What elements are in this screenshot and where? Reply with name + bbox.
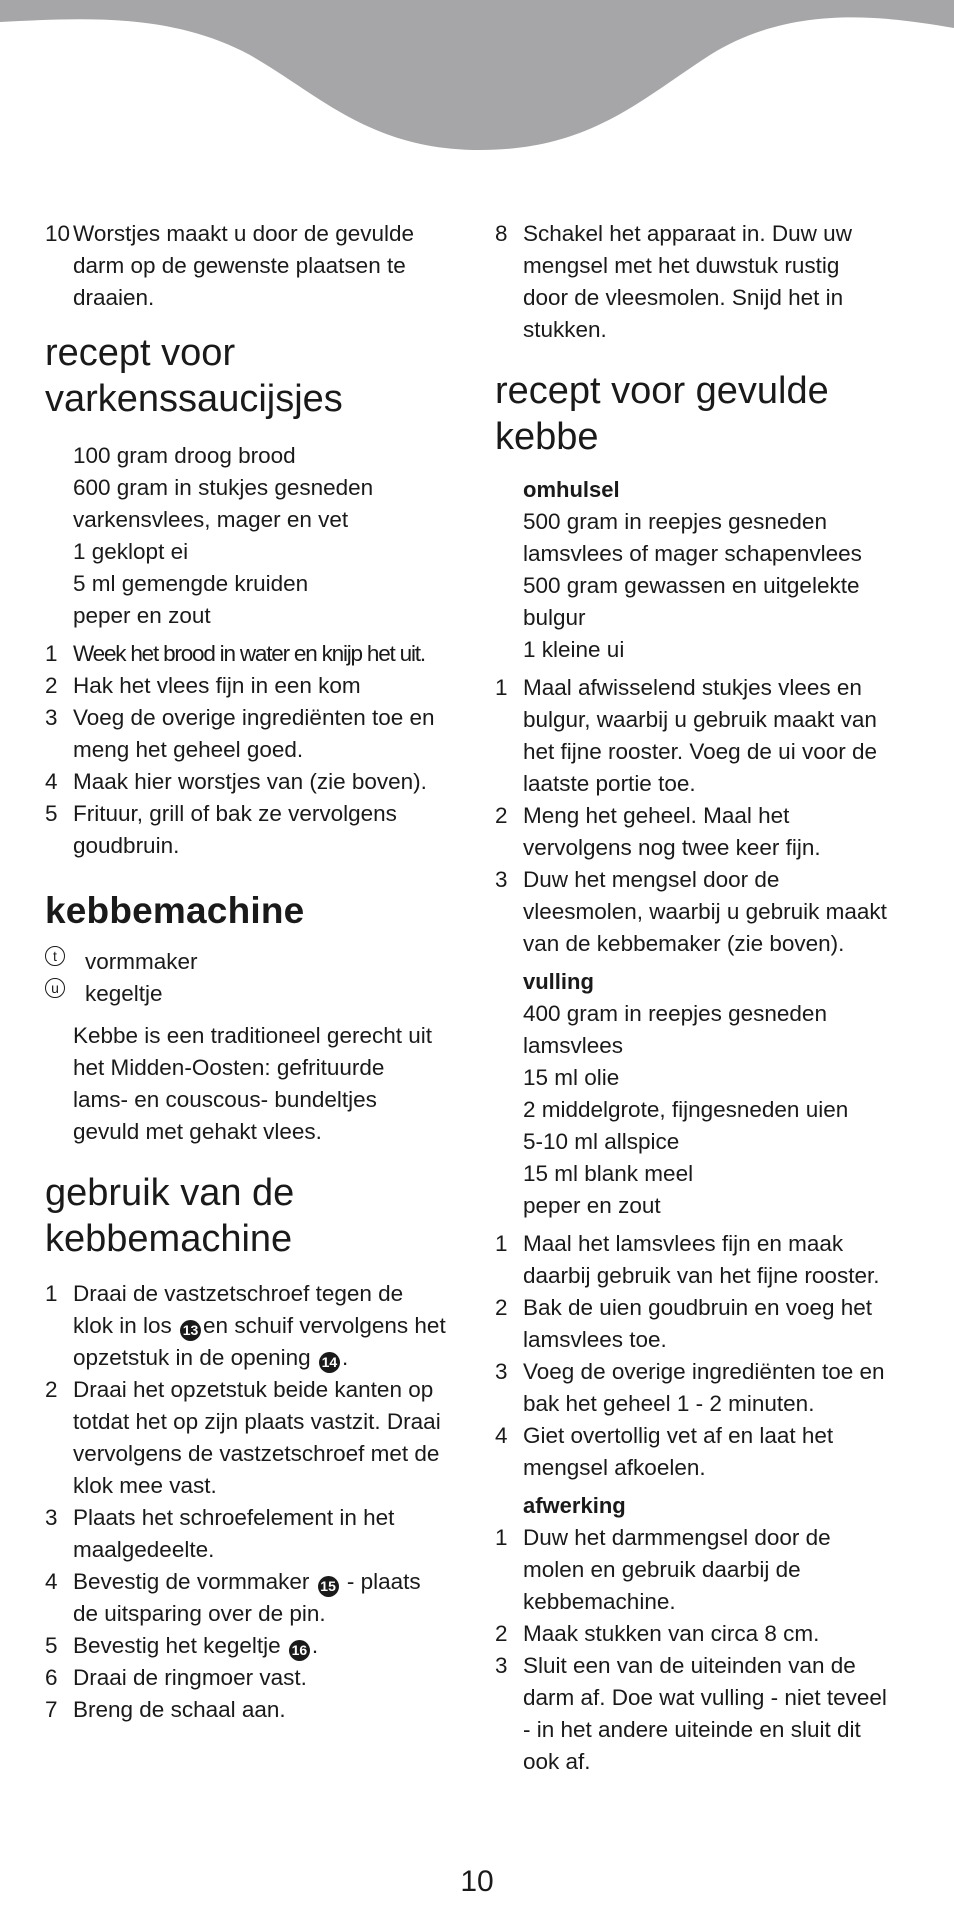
callout-15-icon: 15 xyxy=(318,1576,339,1597)
description: Kebbe is een traditioneel gerecht uit het Midden-Oosten: gefrituurde lams- en couscous- bundeltjes gevuld met gehakt vlees. xyxy=(73,1023,432,1144)
subheading-filling: vulling xyxy=(523,969,594,994)
list-item: 3 Voeg de overige ingrediënten toe en meng het geheel goed. xyxy=(45,705,435,762)
part-label: u kegeltje xyxy=(45,978,465,1010)
callout-16-icon: 16 xyxy=(289,1640,310,1661)
list-item: 1 Draai de vastzetschroef tegen de klok in los 13 en schuif vervolgens het opzetstuk in de opening 14 . xyxy=(45,1278,465,1374)
list-item: 5 Bevestig het kegeltje 16 . xyxy=(45,1630,465,1662)
list-item: 6 Draai de ringmoer vast. xyxy=(45,1665,307,1690)
list-item: 1 Maal afwisselend stukjes vlees en bulgur, waarbij u gebruik maakt van het fijne rooster. Voeg de ui voor de laatste portie toe. xyxy=(495,675,877,796)
subheading-casing: omhulsel xyxy=(523,477,620,502)
list-item: 2 Maak stukken van circa 8 cm. xyxy=(495,1621,820,1646)
list-item: 3 Plaats het schroefelement in het maalgedeelte. xyxy=(45,1505,395,1562)
list-item: 1 Maal het lamsvlees fijn en maak daarbij gebruik van het fijne rooster. xyxy=(495,1231,880,1288)
callout-13-icon: 13 xyxy=(180,1320,201,1341)
filling-steps xyxy=(495,1228,915,1484)
list-item: 8 Schakel het apparaat in. Duw uw mengsel met het duwstuk rustig door de vleesmolen. Snijd het in stukken. xyxy=(495,221,852,342)
list-item: 4 Maak hier worstjes van (zie boven). xyxy=(45,769,427,794)
left-column xyxy=(45,218,465,1726)
list-item: 2 Bak de uien goudbruin en voeg het lamsvlees toe. xyxy=(495,1295,873,1352)
intro-step-list xyxy=(495,218,915,346)
casing-steps xyxy=(495,672,915,960)
part-key-icon: t xyxy=(45,946,65,966)
list-item: 3 Sluit een van de uiteinden van de darm af. Doe wat vulling - niet teveel - in het andere uiteinde en sluit dit ook af. xyxy=(495,1653,887,1774)
right-column xyxy=(495,218,915,1778)
list-item: 1 Duw het darmmengsel door de molen en gebruik daarbij de kebbemachine. xyxy=(495,1525,831,1614)
finishing-steps xyxy=(495,1522,915,1778)
ingredient-list: 100 gram droog brood 600 gram in stukjes gesneden varkensvlees, mager en vet 1 geklopt ei 5 ml gemengde kruiden peper en zout xyxy=(73,443,374,628)
list-item: 2 Draai het opzetstuk beide kanten op totdat het op zijn plaats vastzit. Draai vervolgens de vastzetschroef met de klok mee vast. xyxy=(45,1377,441,1498)
list-item: 1 Week het brood in water en knijp het uit. xyxy=(45,641,425,666)
subheading-finishing: afwerking xyxy=(523,1493,626,1518)
ingredient-list: 500 gram in reepjes gesneden lamsvlees of mager schapenvlees 500 gram gewassen en uitgelekte bulgur 1 kleine ui xyxy=(523,509,862,662)
part-key-icon: u xyxy=(45,978,65,998)
list-item: 4 Giet overtollig vet af en laat het mengsel afkoelen. xyxy=(495,1423,834,1480)
intro-step-list xyxy=(45,218,465,314)
part-label: t vormmaker xyxy=(45,946,465,978)
recipe-title: recept voor gevulde kebbe xyxy=(495,370,829,458)
section-title-kebbemachine: kebbemachine xyxy=(45,890,305,931)
list-item: 3 Duw het mengsel door de vleesmolen, waarbij u gebruik maakt van de kebbemaker (zie boven). xyxy=(495,867,887,956)
list-item: 3 Voeg de overige ingrediënten toe en bak het geheel 1 - 2 minuten. xyxy=(495,1359,885,1416)
list-item: 4 Bevestig de vormmaker 15 - plaats de uitsparing over de pin. xyxy=(45,1569,421,1626)
recipe-title: recept voor varkenssaucijsjes xyxy=(45,332,343,420)
list-item: 2 Meng het geheel. Maal het vervolgens nog twee keer fijn. xyxy=(495,803,821,860)
recipe-steps xyxy=(45,638,465,862)
usage-steps xyxy=(45,1278,465,1726)
usage-title: gebruik van de kebbemachine xyxy=(45,1172,295,1260)
header-wave xyxy=(0,0,954,160)
callout-14-icon: 14 xyxy=(319,1352,340,1373)
list-item: 5 Frituur, grill of bak ze vervolgens goudbruin. xyxy=(45,801,397,858)
ingredient-list: 400 gram in reepjes gesneden lamsvlees 15 ml olie 2 middelgrote, fijngesneden uien 5-10 ml allspice 15 ml blank meel peper en zout xyxy=(523,1001,849,1218)
page-number: 10 xyxy=(460,1865,494,1898)
list-item: 2 Hak het vlees fijn in een kom xyxy=(45,673,361,698)
list-item: 10 Worstjes maakt u door de gevulde darm op de gewenste plaatsen te draaien. xyxy=(45,221,415,310)
list-item: 7 Breng de schaal aan. xyxy=(45,1697,286,1722)
